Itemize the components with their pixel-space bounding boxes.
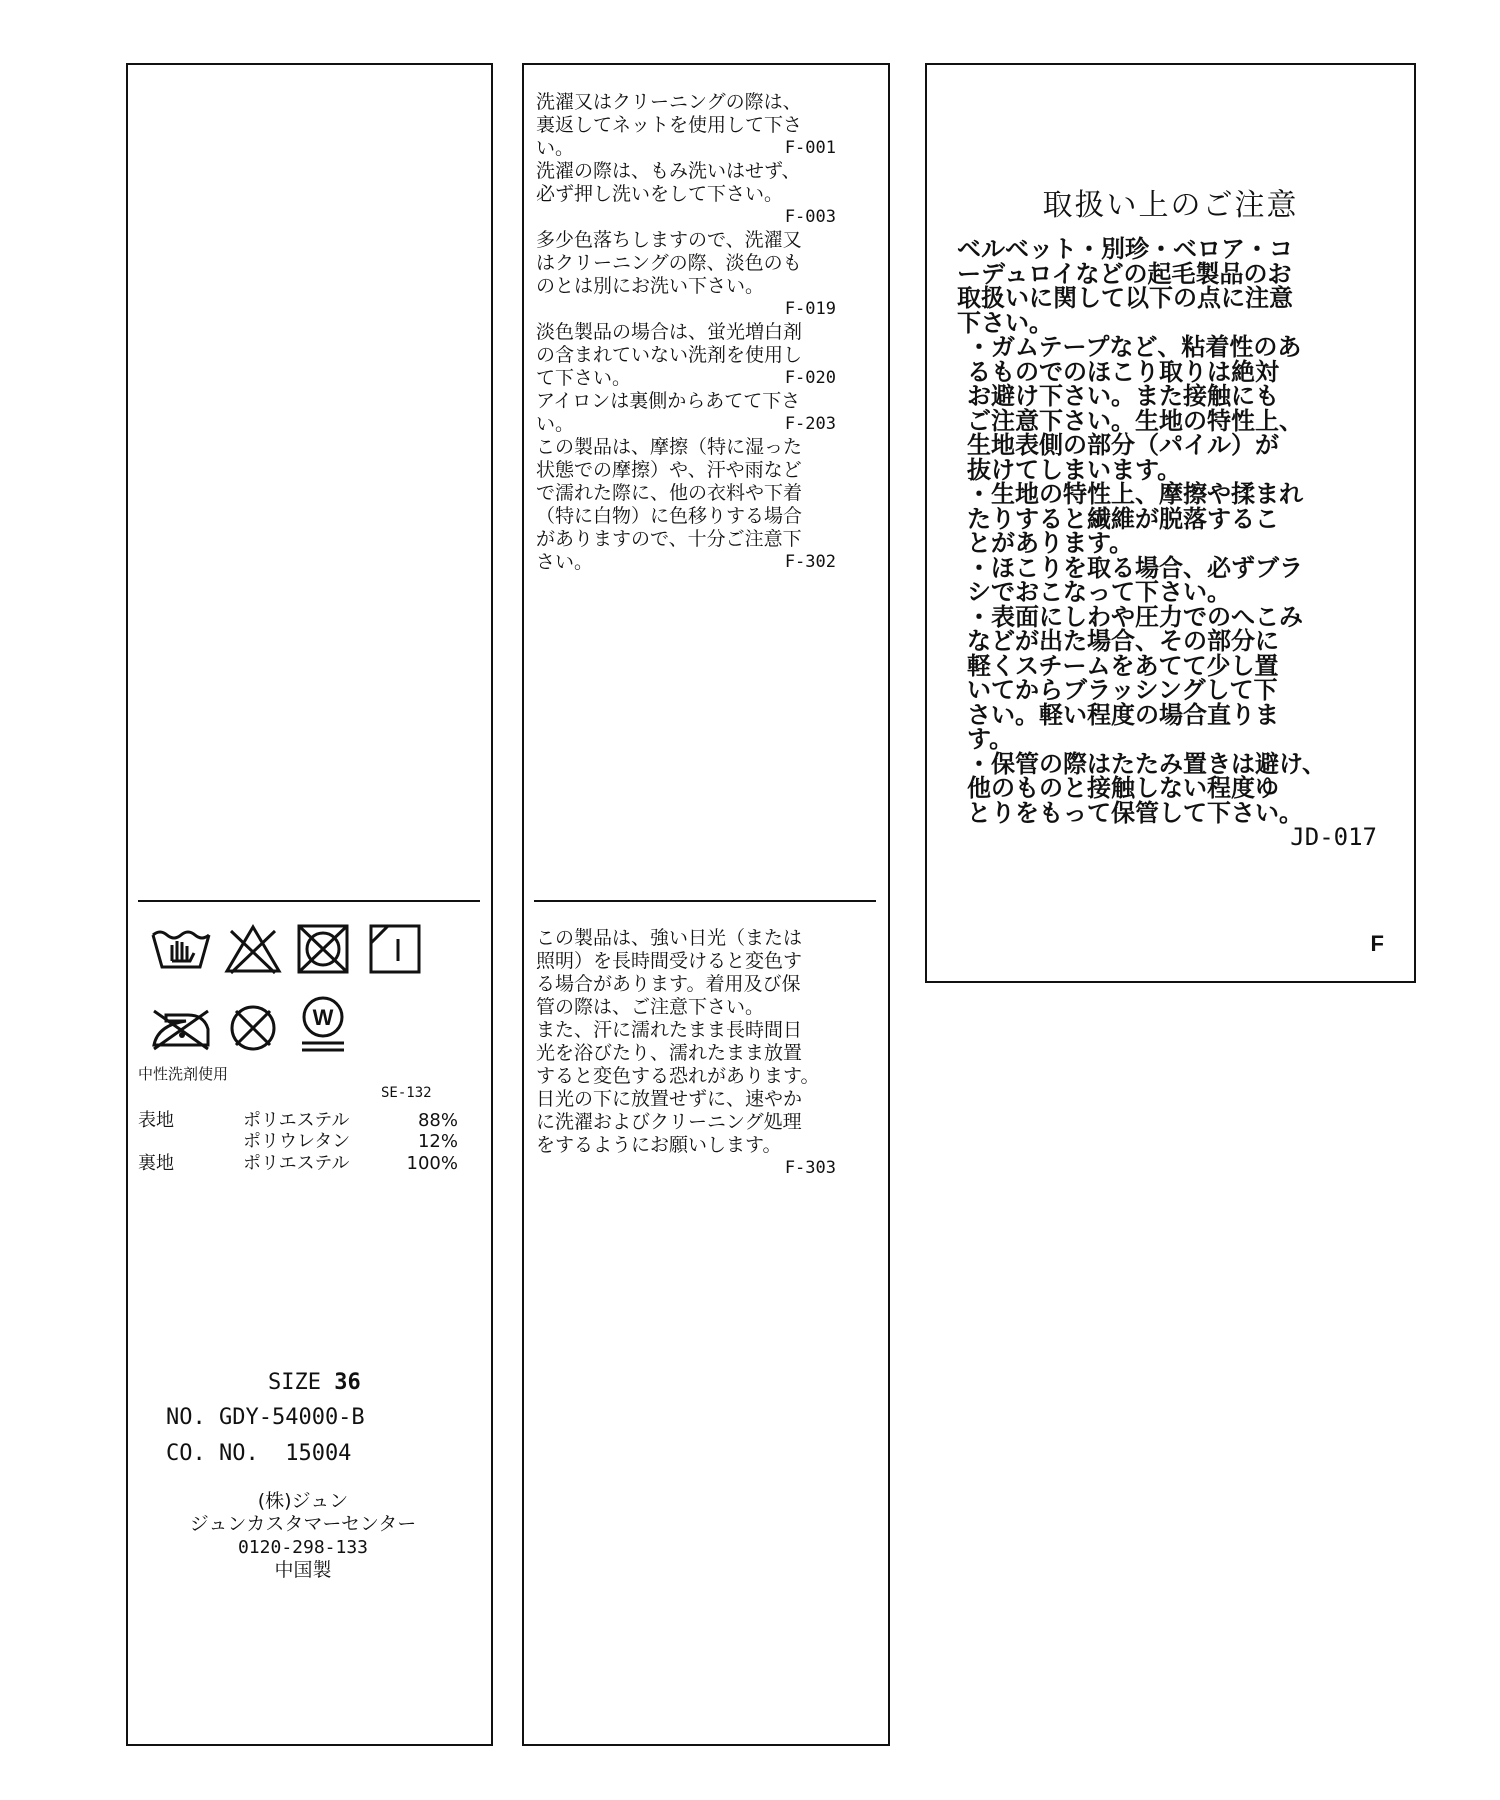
material-part: 裏地	[138, 1153, 174, 1174]
note-line: また、汗に濡れたまま長時間日	[536, 1019, 803, 1041]
material-percent: 12%	[417, 1131, 458, 1152]
customer-center: ジュンカスタマーセンター	[189, 1513, 417, 1535]
note-line	[536, 551, 836, 574]
caution-bullet-line: いてからブラッシングして下	[967, 676, 1278, 704]
note-code: F-302	[784, 552, 836, 572]
note-line: 裏返してネットを使用して下さ	[536, 114, 803, 136]
note-line: 洗濯の際は、もみ洗いはせず、	[536, 160, 801, 182]
caution-bullet-line: とがあります。	[967, 529, 1134, 557]
caution-bullet	[957, 553, 1397, 606]
note-code: F-003	[784, 207, 836, 227]
caution-bullet-line: 抜けてしまいます。	[967, 455, 1182, 484]
note-line: に洗濯およびクリーニング処理	[536, 1111, 802, 1133]
note-text: い。	[536, 137, 575, 159]
caution-bullet-line: シでおこなって下さい。	[967, 578, 1231, 606]
care-label-composition	[126, 63, 493, 1746]
caution-bullet-line: るものでのほこり取りは絶対	[967, 357, 1279, 386]
caution-code: JD-017	[1290, 823, 1377, 851]
wet-clean-w-icon	[298, 995, 348, 1055]
label-divider	[534, 900, 876, 902]
handling-caution-label	[925, 63, 1416, 983]
material-fiber: ポリエステル	[243, 1153, 350, 1174]
size-label: SIZE	[268, 1370, 321, 1395]
caution-bullet-line: 軽くスチームをあてて少し置	[967, 651, 1279, 680]
caution-bullet-line: ・ガムテープなど、粘着性のあ	[967, 333, 1302, 361]
caution-intro-line: 取扱いに関して以下の点に注意	[957, 284, 1293, 312]
note-line: で濡れた際に、他の衣料や下着	[536, 482, 803, 504]
note-line	[536, 137, 836, 160]
note-line: がありますので、十分ご注意下	[536, 528, 802, 550]
note-line	[536, 367, 836, 390]
care-note-sunlight	[536, 927, 846, 1180]
note-line	[536, 413, 836, 436]
note-line: 必ず押し洗いをして下さい。	[536, 183, 784, 205]
note-code: F-303	[784, 1158, 836, 1178]
no-bleach-icon	[223, 923, 283, 975]
note-line: 光を浴びたり、濡れたまま放置	[536, 1042, 803, 1064]
note-line: アイロンは裏側からあてて下さ	[536, 390, 801, 412]
note-line: 管の際は、ご注意下さい。	[536, 996, 765, 1018]
note-line: 洗濯又はクリーニングの際は、	[536, 91, 802, 113]
note-line: のとは別にお洗い下さい。	[536, 275, 765, 297]
svg-text:W: W	[312, 1005, 334, 1030]
material-fiber: ポリウレタン	[243, 1131, 351, 1152]
note-line: 照明）を長時間受けると変色す	[536, 950, 803, 972]
note-text: い。	[536, 413, 575, 435]
caution-bullet-line: たりすると繊維が脱落するこ	[967, 504, 1279, 533]
note-line: の含まれていない洗剤を使用し	[536, 344, 803, 366]
caution-intro-line: ベルベット・別珍・ベロア・コ	[957, 235, 1293, 263]
company-name: (株)ジュン	[257, 1490, 349, 1512]
size-value: 36	[334, 1370, 361, 1395]
product-number: NO. GDY-54000-B	[166, 1405, 365, 1430]
caution-bullet-line: ご注意下さい。生地の特性上、	[967, 406, 1303, 435]
note-line: この製品は、強い日光（または	[536, 927, 803, 949]
company-block	[128, 1490, 478, 1582]
care-note	[536, 390, 836, 436]
co-number: CO. NO. 15004	[166, 1441, 352, 1466]
note-line: 多少色落ちしますので、洗濯又	[536, 229, 802, 251]
note-line: る場合があります。着用及び保	[536, 973, 801, 995]
country-of-origin: 中国製	[274, 1559, 332, 1581]
material-part: 表地	[138, 1110, 174, 1131]
note-code: F-020	[784, 368, 836, 388]
material-fiber: ポリエステル	[243, 1110, 350, 1131]
line-dry-icon	[368, 923, 422, 975]
care-code: SE-132	[381, 1085, 432, 1101]
caution-bullet	[957, 602, 1397, 753]
label-divider	[138, 900, 480, 902]
caution-bullet-line: とりをもって保管して下さい。	[967, 798, 1303, 827]
note-code: F-203	[784, 414, 836, 434]
caution-body	[957, 237, 1397, 850]
detergent-note: 中性洗剤使用	[138, 1065, 229, 1083]
phone-number: 0120-298-133	[237, 1537, 369, 1558]
note-code: F-001	[784, 138, 836, 158]
note-line: この製品は、摩擦（特に湿った	[536, 436, 803, 458]
caution-bullet-line: ・生地の特性上、摩擦や揉まれ	[967, 480, 1303, 508]
caution-bullet-line: す。	[967, 725, 1014, 753]
no-dry-clean-icon	[228, 1003, 278, 1053]
note-line: はクリーニングの際、淡色のも	[536, 252, 802, 274]
care-note	[536, 321, 836, 390]
note-text: て下さい。	[536, 367, 632, 389]
caution-bullet-line: ・保管の際はたたみ置きは避け、	[967, 749, 1327, 778]
hand-wash-40-icon	[150, 927, 212, 973]
note-line: をするようにお願いします。	[536, 1134, 782, 1156]
note-line: 日光の下に放置せずに、速やか	[536, 1088, 803, 1110]
care-notes	[536, 91, 836, 574]
caution-bullet-line: 生地表側の部分（パイル）が	[967, 431, 1279, 459]
caution-bullet-line: ・ほこりを取る場合、必ずブラ	[967, 553, 1303, 582]
care-note	[536, 927, 846, 1180]
note-code: F-019	[784, 299, 836, 319]
caution-bullet-line: お避け下さい。また接触にも	[967, 382, 1279, 410]
caution-bullet	[957, 749, 1397, 827]
caution-intro-line: ーデュロイなどの起毛製品のお	[957, 259, 1292, 288]
caution-bullet-line: さい。軽い程度の場合直りま	[967, 700, 1279, 729]
caution-intro-line: 下さい。	[957, 308, 1053, 337]
caution-bullet-line: ・表面にしわや圧力でのへこみ	[967, 602, 1303, 631]
note-text: さい。	[536, 551, 594, 573]
note-line: すると変色する恐れがあります。	[536, 1065, 820, 1087]
caution-title: 取扱い上のご注意	[1042, 188, 1299, 223]
caution-bullet-line: 他のものと接触しない程度ゆ	[967, 774, 1279, 802]
corner-mark: F	[1370, 931, 1384, 956]
care-note	[536, 229, 836, 321]
material-percent: 100%	[406, 1153, 458, 1174]
care-note	[536, 91, 836, 160]
caution-bullet	[957, 482, 1397, 556]
no-tumble-dry-icon	[296, 923, 350, 975]
note-line: （特に白物）に色移りする場合	[536, 505, 803, 527]
size-line	[268, 1370, 361, 1395]
care-label-instructions	[522, 63, 890, 1746]
iron-low-icon	[148, 1005, 214, 1051]
caution-bullet-line: などが出た場合、その部分に	[967, 627, 1279, 655]
material-percent: 88%	[417, 1110, 458, 1131]
note-line: 淡色製品の場合は、蛍光増白剤	[536, 321, 803, 343]
caution-bullet	[957, 335, 1397, 482]
note-line: 状態での摩擦）や、汗や雨など	[536, 459, 802, 481]
care-note	[536, 436, 836, 574]
care-note	[536, 160, 836, 229]
